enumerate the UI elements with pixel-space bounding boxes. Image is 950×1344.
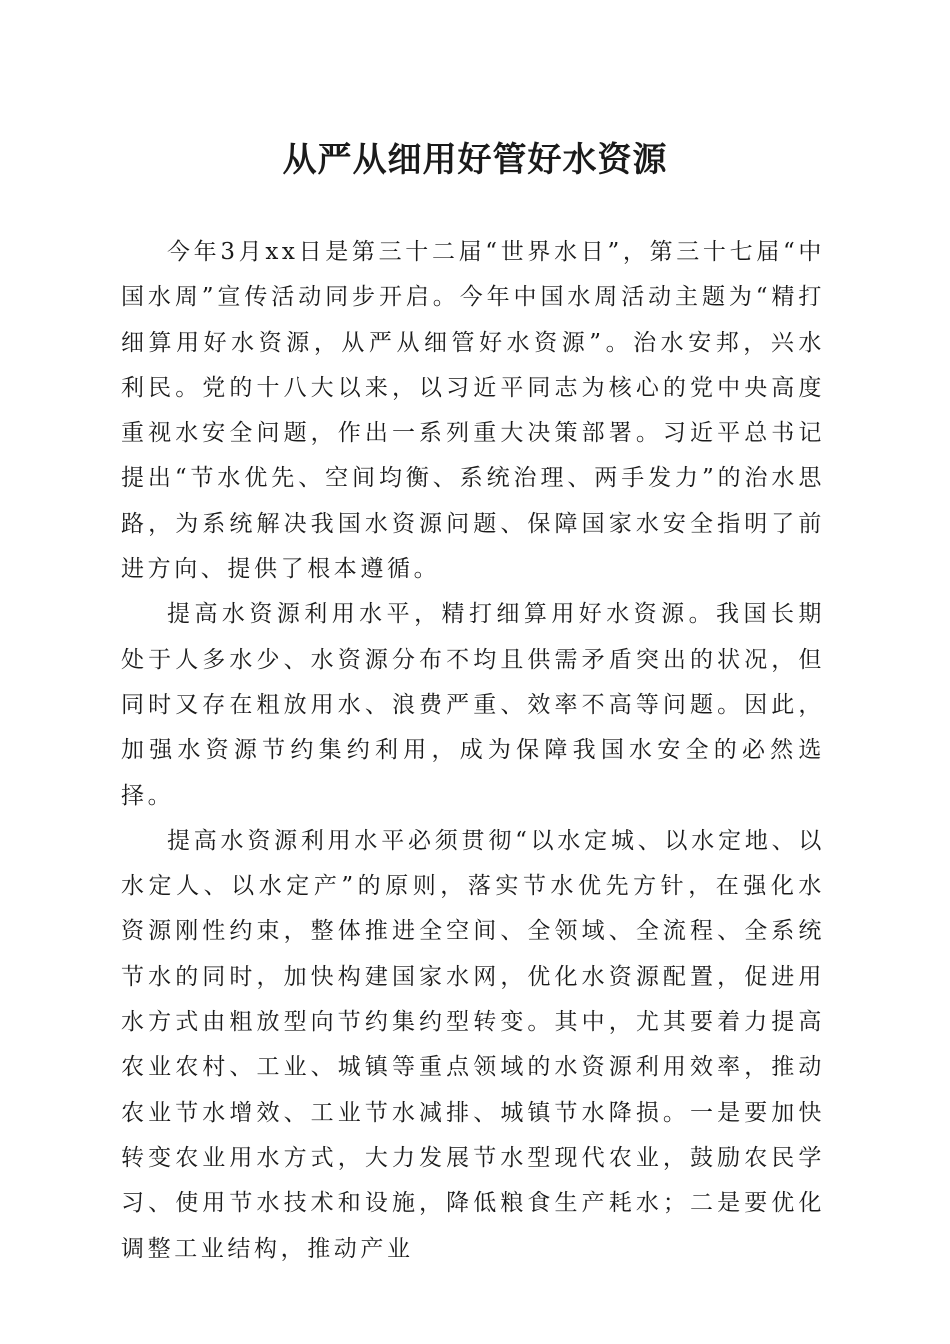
document-title: 从严从细用好管好水资源 xyxy=(282,140,668,180)
paragraph-2: 提高水资源利用水平，精打细算用好水资源。我国长期处于人多水少、水资源分布不均且供需矛盾突出的状况，但同时又存在粗放用水、浪费严重、效率不高等问题。因此，加强水资源节约集约利用，成为保障我国水安全的必然选择。 xyxy=(121,601,825,809)
paragraph-3: 提高水资源利用水平必须贯彻“以水定城、以水定地、以水定人、以水定产”的原则，落实节水优先方针，在强化水资源刚性约束，整体推进全空间、全领域、全流程、全系统节水的同时，加快构建国家水网，优化水资源配置，促进用水方式由粗放型向节约集约型转变。其中，尤其要着力提高农业农村、工业、城镇等重点领域的水资源利用效率，推动农业节水增效、工业节水减排、城镇节水降损。一是要加快转变农业用水方式，大力发展节水型现代农业，鼓励农民学习、使用节水技术和设施，降低粮食生产耗水；二是要优化调整工业结构，推动产业 xyxy=(121,827,825,1262)
paragraph-1: 今年3月xx日是第三十二届“世界水日”，第三十七届“中国水周”宣传活动同步开启。今年中国水周活动主题为“精打细算用好水资源，从严从细管好水资源”。治水安邦，兴水利民。党的十八大以来，以习近平同志为核心的党中央高度重视水安全问题，作出一系列重大决策部署。习近平总书记提出“节水优先、空间均衡、系统治理、两手发力”的治水思路，为系统解决我国水资源问题、保障国家水安全指明了前进方向、提供了根本遵循。 xyxy=(121,239,825,583)
document-body xyxy=(121,230,825,1272)
